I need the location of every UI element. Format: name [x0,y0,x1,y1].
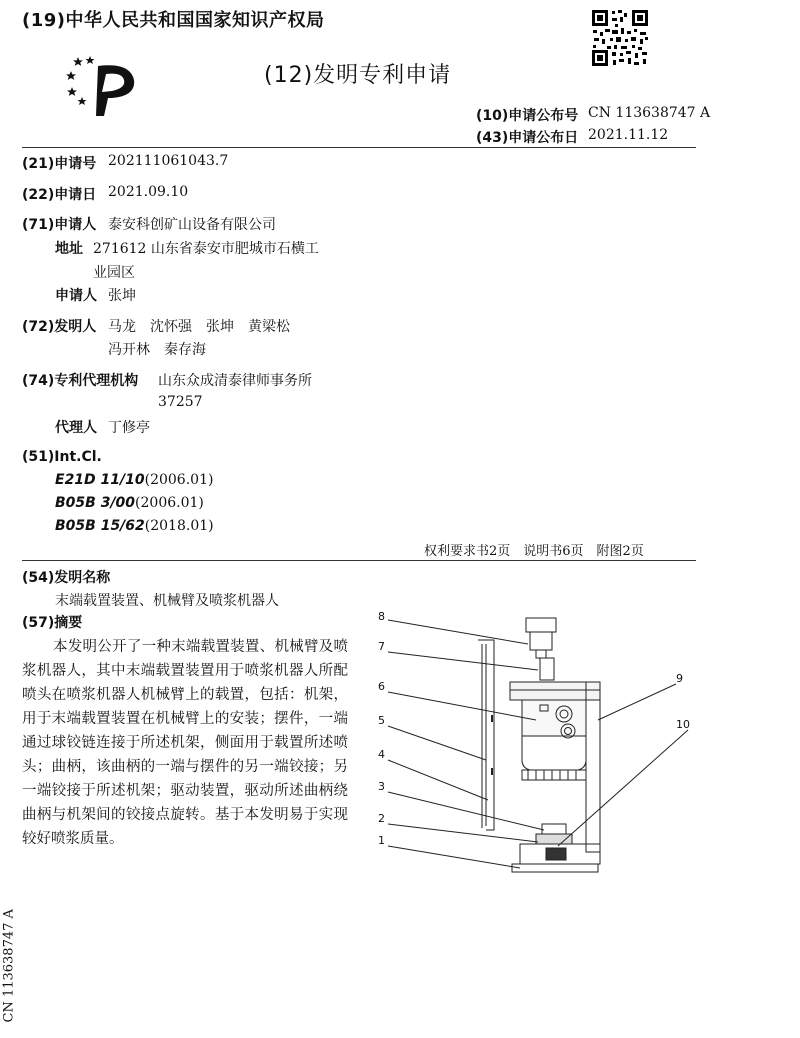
cnipa-logo-icon [62,56,142,118]
inventors-line2: 冯开林 秦存海 [108,342,206,358]
figure-label-5: 5 [378,714,385,727]
title-label: (54)发明名称 [22,570,111,586]
agency-label: (74)专利代理机构 [22,373,139,389]
inventors-label: (72)发明人 [22,319,97,335]
abstract-label: (57)摘要 [22,615,83,631]
nozzle-body [522,736,586,770]
crank-joint [542,824,566,834]
top-block [526,618,556,632]
agent-label: 代理人 [55,420,97,436]
ipc-code: B05B 3/00 [55,495,136,511]
column-block [540,658,554,680]
ipc-entry [55,472,213,488]
figure-label-4: 4 [378,748,385,761]
address-label: 地址 [55,241,83,257]
applicant-label: (71)申请人 [22,217,97,233]
patent-figure [370,610,700,880]
app-no: 202111061043.7 [108,153,229,169]
abstract-text: 本发明公开了一种末端载置装置、机械臂及喷浆机器人，其中末端载置装置用于喷浆机器人所配喷头在喷浆机器人机械臂上的载置，包括：机架，用于末端载置装置在机械臂上的安装；摆件，一端通过球铰链连接于所述机架，侧面用于载置所述喷头；曲柄，该曲柄的一端与摆件的另一端铰接；另一端铰接于所述机架；驱动装置，驱动所述曲柄绕曲柄与机架间的铰接点旋转。基于本发明易于实现较好喷浆质量。 [22,639,348,847]
applicant2-label: 申请人 [55,288,97,304]
pub-no-label: (10)申请公布号 [476,108,579,124]
app-date: 2021.09.10 [108,184,189,200]
header-rule [22,147,696,148]
pub-date: 2021.11.12 [588,127,669,143]
qr-code-icon [590,8,650,68]
doc-type: (12)发明专利申请 [264,63,452,88]
figure-label-10: 10 [676,718,690,731]
intcl-label: (51)Int.Cl. [22,449,102,465]
figure-label-2: 2 [378,812,385,825]
right-frame [586,682,600,852]
ipc-year: (2006.01) [135,495,204,511]
applicant2: 张坤 [108,288,136,304]
office-name: (19)中华人民共和国国家知识产权局 [22,10,325,31]
ipc-code: B05B 15/62 [55,518,145,534]
app-no-label: (21)申请号 [22,156,97,172]
applicant: 泰安科创矿山设备有限公司 [108,217,276,233]
app-date-label: (22)申请日 [22,187,97,203]
base-plate [512,864,598,872]
pub-date-label: (43)申请公布日 [476,130,579,146]
page-counts: 权利要求书2页 说明书6页 附图2页 [424,544,644,559]
inventors-line1: 马龙 沈怀强 张坤 黄梁松 [108,319,290,335]
biblio-rule [22,560,696,561]
ipc-code: E21D 11/10 [55,472,145,488]
drive-unit [536,834,572,844]
pub-no: CN 113638747 A [588,105,711,121]
ipc-year: (2018.01) [144,518,214,534]
figure-label-3: 3 [378,780,385,793]
agency-line2: 37257 [158,394,203,410]
side-pub-number: CN 113638747 A [1,909,17,1023]
figure-label-6: 6 [378,680,385,693]
figure-label-7: 7 [378,640,385,653]
ipc-entry [55,518,214,534]
address-line1: 271612 山东省泰安市肥城市石横工 [93,241,319,257]
ipc-year: (2006.01) [144,472,214,488]
figure-label-8: 8 [378,610,385,623]
top-motor [530,632,552,650]
ipc-entry [55,495,204,511]
invention-title: 末端载置装置、机械臂及喷浆机器人 [55,593,279,609]
nozzle-head [522,700,586,736]
figure-label-1: 1 [378,834,385,847]
agent: 丁修亭 [108,420,150,436]
address-line2: 业园区 [93,265,135,281]
agency-line1: 山东众成清泰律师事务所 [158,373,312,389]
figure-label-9: 9 [676,672,683,685]
